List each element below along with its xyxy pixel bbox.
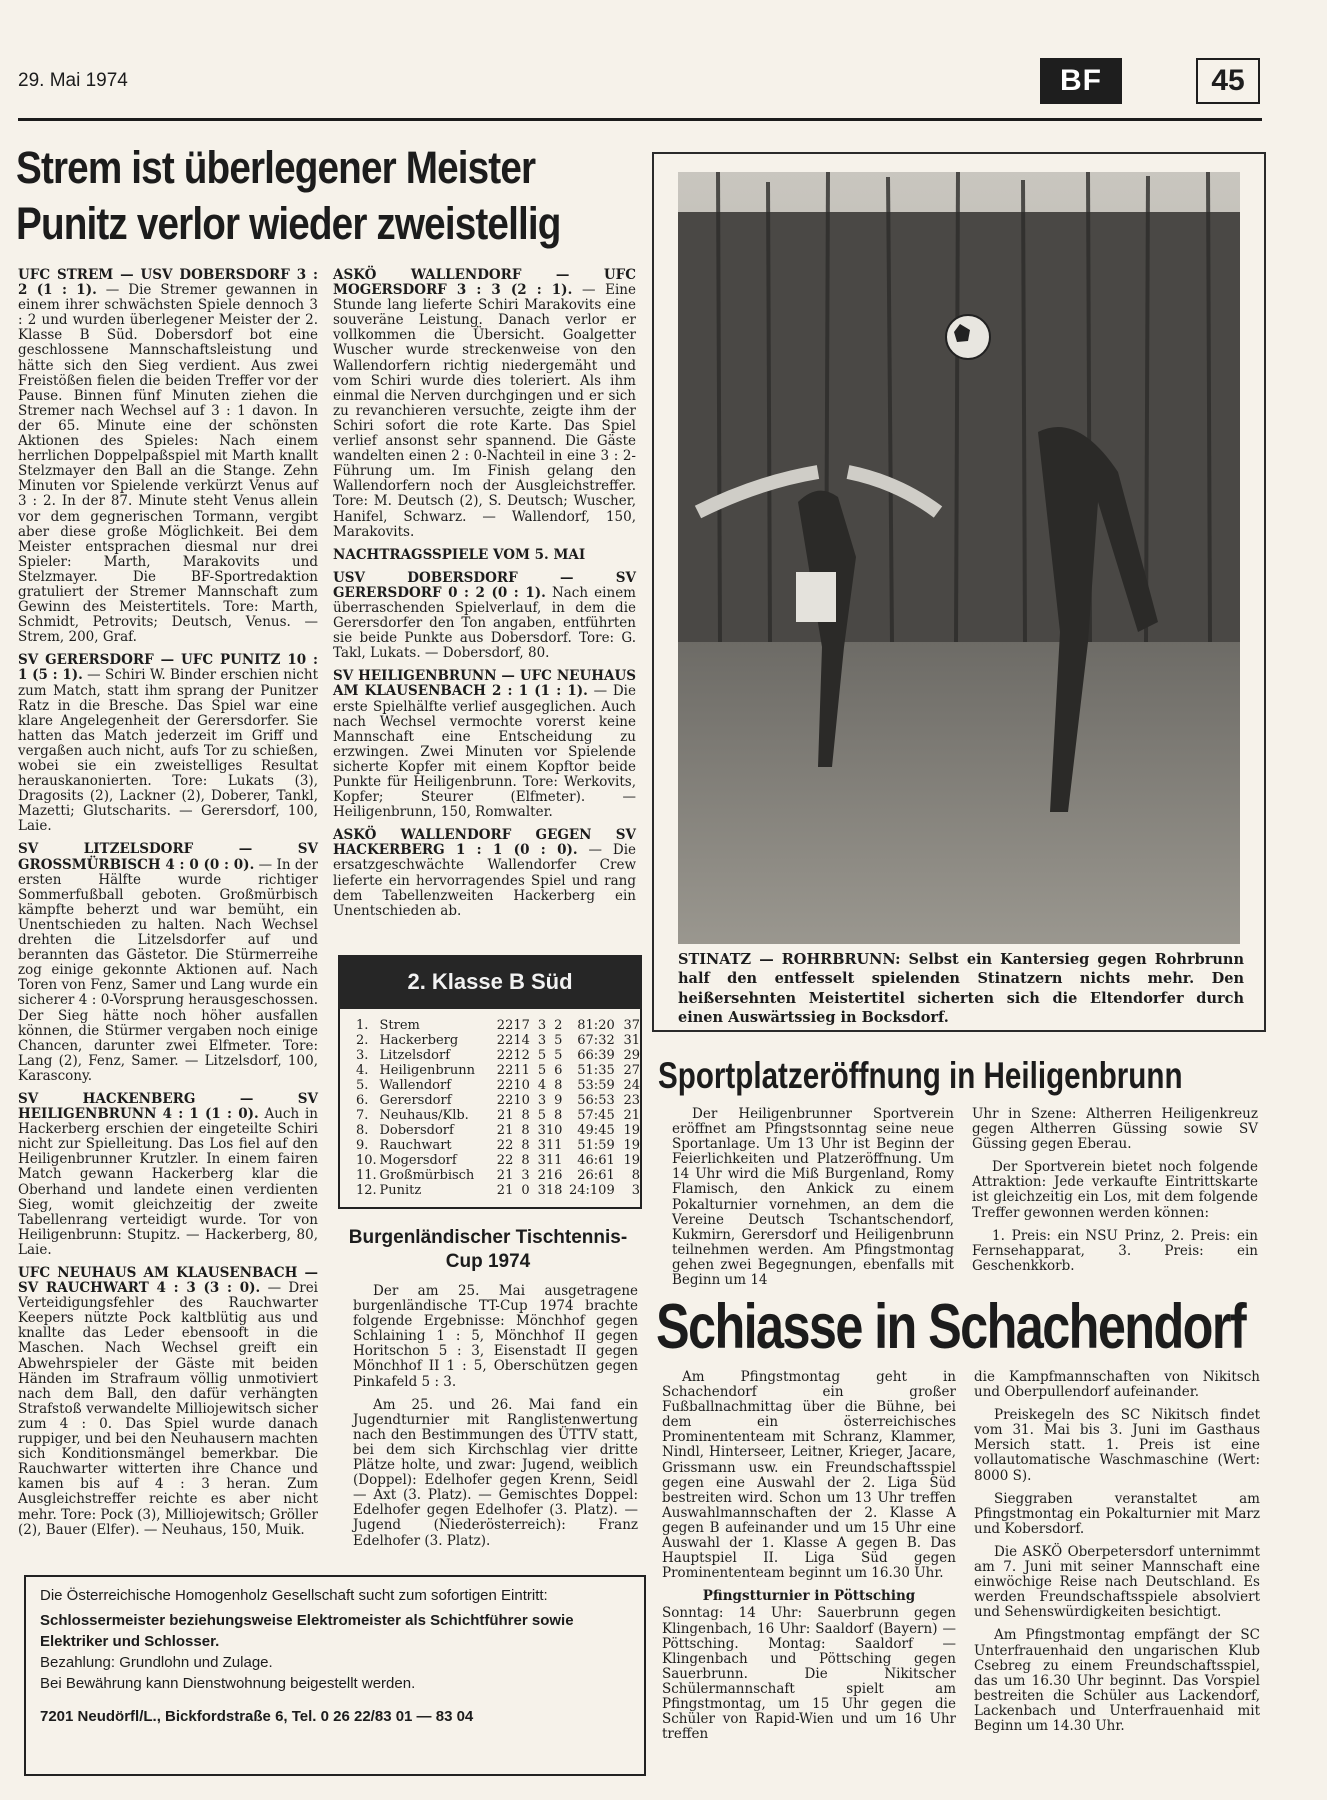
table-cell: 21 xyxy=(496,1183,514,1198)
table-cell: Rauchwart xyxy=(379,1138,452,1153)
table-cell: 3 xyxy=(537,1153,546,1168)
table-cell: 9 xyxy=(554,1093,563,1108)
ad-line: Schlossermeister beziehungsweise Elektromeister als Schichtführer sowie Elektriker und Schlosser. xyxy=(40,1612,574,1650)
table-cell: 7. xyxy=(356,1108,369,1123)
table-cell: 14 xyxy=(513,1033,530,1048)
schachendorf-left xyxy=(662,1370,956,1750)
article-paragraph: UFC STREM — USV DOBERSDORF 3 : 2 (1 : 1). — Die Stremer gewannen in einem ihrer schwächsten Spiele dennoch 3 : 2 und wurden überlegener Meister der 2. Klasse B Süd. Dobersdorf bot eine geschlossene Mannschaftsleistung und hätte sich den Sieg verdient. Aus zwei Freistößen fielen die beiden Treffer vor der Pause. Binnen fünf Minuten ziehen die Stremer nach Wechsel auf 3 : 1 davon. In der 65. Minute eine der schönsten Aktionen des Spieles: Nach einem herrlichen Doppelpaßspiel mit Marth knallt Stelzmayer den Ball an die Stange. Zehn Minuten vor Spielende verkürzt Venus auf 3 : 2. In der 87. Minute steht Venus allein vor dem gegnerischen Tormann, vergibt aber diese große Möglichkeit. Bei dem Meister entsprachen diesmal nur drei Spieler: Marth, Marakovits und Stelzmayer. Die BF-Sportredaktion gratuliert der Stremer Mannschaft zum Gewinn des Meistertitels. Tore: Marth, Schmidt, Petrovits; Deutsch, Venus. — Strem, 200, Graf. xyxy=(18,267,318,646)
article-paragraph: SV GERERSDORF — UFC PUNITZ 10 : 1 (5 : 1). — Schiri W. Binder erschien nicht zum Match, statt ihm sprang der Punitzer Ratz in die Bresche. Das Spiel war eine klare Angelegenheit der Gerersdorfer. Sie hatten das Match jederzeit im Griff und vergaßen auch nicht, aufs Tor zu schießen, wobei sie ein zweistelliges Resultat herauskanonierten. Tore: Lukats (3), Dragosits (2), Lackner (2), Doberer, Tankl, Mazetti; Glutscharits. — Gerersdorf, 100, Laie. xyxy=(18,652,318,835)
job-ad xyxy=(40,1585,630,1727)
table-cell: 2 xyxy=(537,1168,546,1183)
issue-date: 29. Mai 1974 xyxy=(18,70,128,91)
article-paragraph: Der Heiligenbrunner Sportverein eröffnet am Pfingstsonntag seine neue Sportanlage. Um 13 Uhr ist Beginn der Feierlichkeiten und Platzeröffnung. Um 14 Uhr wird die Miß Burgenland, Romy Flamisch, den Ankick zu einem Pokalturnier vornehmen, an dem die Vereine Deutsch Tschantschendorf, Kukmirn, Gerersdorf und Heiligenbrunn teilnehmen werden. Am Pfingstmontag gehen zwei Begegnungen, ebenfalls mit Beginn um 14 xyxy=(672,1106,954,1289)
table-cell: 21 xyxy=(496,1123,514,1138)
football-photo xyxy=(678,172,1240,944)
table-cell: 11 xyxy=(545,1153,563,1168)
table-row xyxy=(356,1153,640,1168)
table-cell: 4. xyxy=(356,1063,369,1078)
table-cell: Heiligenbrunn xyxy=(379,1063,476,1078)
article-paragraph: Am Pfingstmontag geht in Schachendorf ein großer Fußballnachmittag über die Bühne, bei dem ein österreichisches Prominententeam mit Schranz, Klammer, Nindl, Hinterseer, Leitner, Krieger, Jacare, Grissmann usw. ein Freundschaftsspiel gegen eine Auswahl der 2. Liga Süd bestreiten wird. Schon um 13 Uhr treffen Auswahlmannschaften der 2. Klasse A gegen B aufeinander und um 15 Uhr eine Auswahl der 1. Klasse A gegen B. Das Hauptspiel II. Liga Süd gegen Prominententeam beginnt um 16.30 Uhr. xyxy=(662,1369,956,1582)
table-cell: 2 xyxy=(554,1018,563,1033)
column-2 xyxy=(333,268,636,927)
table-cell: 0 xyxy=(521,1183,530,1198)
table-cell: 11 xyxy=(513,1063,530,1078)
article-paragraph: die Kampfmannschaften von Nikitsch und Oberpullendorf aufeinander. xyxy=(974,1369,1260,1401)
table-row xyxy=(356,1018,640,1033)
sportplatz-left xyxy=(672,1107,954,1296)
table-cell: 22 xyxy=(496,1033,514,1048)
column-1 xyxy=(18,268,318,1546)
schachendorf-headline: Schiasse in Schachendorf xyxy=(656,1292,1246,1362)
table-row xyxy=(356,1048,640,1063)
table-row xyxy=(356,1033,640,1048)
table-cell: 56:53 xyxy=(577,1093,615,1108)
table-cell: 3 xyxy=(537,1033,547,1048)
paper-logo: BF xyxy=(1040,58,1122,104)
table-cell: 9. xyxy=(356,1138,369,1153)
page-number: 45 xyxy=(1196,58,1260,104)
table-row xyxy=(356,1093,640,1108)
article-subhead: Pfingstturnier in Pöttsching xyxy=(702,1588,916,1605)
table-cell: 5. xyxy=(356,1078,369,1093)
table-cell: 3 xyxy=(537,1018,547,1033)
article-paragraph: USV DOBERSDORF — SV GERERSDORF 0 : 2 (0 : 1). Nach einem überraschenden Spielverlauf, in dem die Gerersdorfer den Ton angaben, entführten sie beide Punkte aus Dobersdorf. Tore: G. Takl, Lukats. — Dobersdorf, 80. xyxy=(333,569,636,662)
table-cell: 5 xyxy=(537,1063,547,1078)
table-cell: 49:45 xyxy=(577,1123,615,1138)
table-cell: 3 xyxy=(631,1183,640,1198)
table-cell: 3 xyxy=(537,1123,546,1138)
table-cell: 8 xyxy=(554,1108,563,1123)
table-cell: Dobersdorf xyxy=(379,1123,454,1138)
table-cell: 19 xyxy=(623,1138,640,1153)
ad-line: Bei Bewährung kann Dienstwohnung beigestellt werden. xyxy=(40,1675,416,1692)
table-cell: 53:59 xyxy=(577,1078,615,1093)
table-cell: 21 xyxy=(623,1108,641,1123)
table-row xyxy=(356,1108,640,1123)
article-paragraph: Sieggraben veranstaltet am Pfingstmontag ein Pokalturnier mit Marz und Kobersdorf. xyxy=(974,1490,1260,1537)
article-paragraph: 1. Preis: ein NSU Prinz, 2. Preis: ein Fernsehapparat, 3. Preis: ein Geschenkkorb. xyxy=(972,1227,1258,1274)
table-cell: 66:39 xyxy=(577,1048,615,1063)
table-cell: 5 xyxy=(537,1048,547,1063)
table-cell: 22 xyxy=(496,1093,514,1108)
table-cell: 10. xyxy=(356,1153,377,1168)
table-cell: 10 xyxy=(513,1093,530,1108)
table-cell: 12 xyxy=(513,1048,530,1063)
article-paragraph: Am 25. und 26. Mai fand ein Jugendturnier mit Ranglistenwertung nach den Bestimmungen des ÜTTV statt, bei dem sich Kirchschlag vier dritte Plätze holte, und zwar: Jugend, weiblich (Doppel): Edelhofer gegen Krenn, Seidl — Axt (3. Platz). — Gemischtes Doppel: Edelhofer gegen Edelhofer (3. Platz). — Jugend (Niederösterreich): Franz Edelhofer (3. Platz). xyxy=(353,1396,638,1549)
header-rule xyxy=(18,118,1262,121)
table-cell: 16 xyxy=(545,1168,563,1183)
table-cell: 3 xyxy=(537,1183,546,1198)
table-cell: 8. xyxy=(356,1123,369,1138)
table-cell: 24 xyxy=(623,1078,640,1093)
table-cell: 3 xyxy=(537,1138,546,1153)
table-cell: 57:45 xyxy=(577,1108,615,1123)
tischtennis-article xyxy=(353,1284,638,1557)
table-cell: 37 xyxy=(623,1018,640,1033)
table-cell: Punitz xyxy=(379,1183,422,1198)
table-cell: 22 xyxy=(496,1138,514,1153)
table-cell: Strem xyxy=(379,1018,420,1033)
table-row xyxy=(356,1138,640,1153)
article-paragraph: SV HEILIGENBRUNN — UFC NEUHAUS AM KLAUSENBACH 2 : 1 (1 : 1). — Die erste Spielhälfte verlief ausgeglichen. Auch nach Wechsel vermochte vorerst keine Mannschaft eine Entscheidung zu erzwingen. Zwei Minuten vor Spielende sicherte Kopfer mit einem Kopftor beide Punkte für Heiligenbrunn. Tore: Werkovits, Kopfer; Steurer (Elfmeter). — Heiligenbrunn, 150, Romwalter. xyxy=(333,668,636,821)
main-headline-line1: Strem ist überlegener Meister xyxy=(16,142,536,193)
table-row xyxy=(356,1123,640,1138)
main-headline-line2: Punitz verlor wieder zweistellig xyxy=(16,198,561,249)
sportplatz-right xyxy=(972,1107,1258,1282)
article-paragraph: Die ASKÖ Oberpetersdorf unternimmt am 7. Juni mit seiner Mannschaft eine einwöchige Reise nach Deutschland. Es werden Freundschaftsspiele absolviert und Sehenswürdigkeiten besichtigt. xyxy=(974,1543,1260,1621)
article-paragraph: SV HACKENBERG — SV HEILIGENBRUNN 4 : 1 (1 : 0). Auch in Hackerberg erschien der eingeteilte Schiri nicht zur Spielleitung. Das Los fiel auf den Heiligenbrunner Krutzler. In einem fairen Match gewann Hackerberg klar die Oberhand und landete einen verdienten Sieg, womit gleichzeitig der zweite Tabellenrang verteidigt wurde. Tor von Heiligenbrunn: Stupitz. — Hackerberg, 80, Laie. xyxy=(18,1090,319,1258)
table-cell: 12. xyxy=(356,1183,377,1198)
table-cell: 51:35 xyxy=(577,1063,615,1078)
table-cell: 22 xyxy=(496,1078,514,1093)
sportplatz-headline: Sportplatzeröffnung in Heiligenbrunn xyxy=(658,1055,1183,1096)
table-cell: 31 xyxy=(623,1033,640,1048)
table-cell: 19 xyxy=(623,1123,640,1138)
table-cell: 51:59 xyxy=(577,1138,615,1153)
table-cell: 11. xyxy=(356,1168,377,1183)
table-cell: 11 xyxy=(545,1138,563,1153)
table-cell: Neuhaus/Klb. xyxy=(379,1108,469,1123)
table-cell: 8 xyxy=(554,1078,563,1093)
table-cell: 4 xyxy=(537,1078,547,1093)
table-cell: 5 xyxy=(554,1048,563,1063)
table-cell: 81:20 xyxy=(577,1018,615,1033)
table-cell: 8 xyxy=(521,1138,530,1153)
table-cell: 19 xyxy=(623,1153,640,1168)
table-cell: 46:61 xyxy=(577,1153,615,1168)
table-cell: 8 xyxy=(521,1153,530,1168)
table-row xyxy=(356,1183,640,1198)
table-cell: 23 xyxy=(623,1093,640,1108)
article-paragraph: ASKÖ WALLENDORF GEGEN SV HACKERBERG 1 : 1 (0 : 0). — Die ersatzgeschwächte Wallendorfer Crew lieferte ein hervorragendes Spiel und rang dem Tabellenzweiten Hackerberg ein Unentschieden ab. xyxy=(333,827,636,919)
article-paragraph: Am Pfingstmontag empfängt der SC Unterfrauenhaid den ungarischen Klub Csebreg zu einem Freundschaftsspiel, das um 16.30 Uhr beginnt. Das Vorspiel bestreiten die Schüler aus Lackendorf, Lackenbach und Unterfrauenhaid mit Beginn um 14.30 Uhr. xyxy=(974,1627,1260,1734)
table-cell: 18 xyxy=(545,1183,563,1198)
tischtennis-title: Burgenländischer Tischtennis- Cup 1974 xyxy=(348,1227,628,1272)
table-cell: Hackerberg xyxy=(379,1033,459,1048)
table-cell: 27 xyxy=(623,1063,640,1078)
table-cell: 5 xyxy=(537,1108,547,1123)
table-cell: 3 xyxy=(537,1093,547,1108)
table-cell: 10 xyxy=(545,1123,563,1138)
table-cell: Gerersdorf xyxy=(379,1093,452,1108)
table-cell: 22 xyxy=(496,1018,514,1033)
table-cell: 21 xyxy=(496,1168,514,1183)
article-paragraph: ASKÖ WALLENDORF — UFC MOGERSDORF 3 : 3 (2 : 1). — Eine Stunde lang lieferte Schiri Marakovits eine souveräne Leistung. Danach verlor er vollkommen die Übersicht. Goalgetter Wuscher wurde streckenweise von den Wallendorfern richtig niedergemäht und vom Schiri wurde dies toleriert. Als ihm einmal die Nerven durchgingen und er sich zu revanchieren versuchte, zeigte ihm der Schiri sofort die rote Karte. Das Spiel verlief ansonst sehr spannend. Die Gäste wandelten einen 2 : 0-Nachteil in eine 3 : 2-Führung um. Im Finish gelang den Wallendorfern noch der Ausgleichstreffer. Tore: M. Deutsch (2), S. Deutsch; Wuscher, Hanifel, Schwarz. — Wallendorf, 150, Marakovits. xyxy=(333,267,636,540)
table-cell: 6. xyxy=(356,1093,369,1108)
table-cell: 22 xyxy=(496,1048,514,1063)
article-paragraph: Der Sportverein bietet noch folgende Attraktion: Jede verkaufte Eintrittskarte ist gleichzeitig ein Los, mit dem folgende Treffer gewonnen werden können: xyxy=(972,1159,1258,1221)
main-headline xyxy=(16,140,561,252)
table-cell: 8 xyxy=(521,1108,530,1123)
table-cell: 22 xyxy=(496,1153,514,1168)
table-row xyxy=(356,1063,640,1078)
table-cell: 22 xyxy=(496,1063,514,1078)
table-cell: 6 xyxy=(554,1063,563,1078)
schachendorf-right xyxy=(974,1370,1260,1742)
table-cell: 1. xyxy=(356,1018,369,1033)
table-cell: 17 xyxy=(513,1018,530,1033)
article-paragraph: Uhr in Szene: Altherren Heiligenkreuz gegen Altherren Güssing sowie SV Güssing gegen Eberau. xyxy=(972,1106,1258,1153)
table-cell: 3. xyxy=(356,1048,369,1063)
table-cell: 29 xyxy=(623,1048,640,1063)
league-table xyxy=(356,1018,640,1198)
table-cell: Großmürbisch xyxy=(379,1168,475,1183)
section-subhead: NACHTRAGSSPIELE VOM 5. MAI xyxy=(333,546,586,563)
article-paragraph: Sonntag: 14 Uhr: Sauerbrunn gegen Klingenbach, 16 Uhr: Saaldorf (Bayern) — Pöttsching. Montag: Saaldorf — Klingenbach und Pöttsching gegen Sauerbrunn. Die Nikitscher Schülermannschaft spielt am Pfingstmontag, um 15 Uhr gegen die Schüler von Rapid-Wien und um 16 Uhr treffen xyxy=(662,1605,956,1743)
ad-line: Die Österreichische Homogenholz Gesellschaft sucht zum sofortigen Eintritt: xyxy=(40,1587,548,1604)
photo-caption: STINATZ — ROHRBRUNN: Selbst ein Kantersieg gegen Rohrbrunn half den entfesselt spielenden Stinatzern nichts mehr. Den heißersehnten Meistertitel sicherten sich die Eltendorfer durch einen Auswärtssieg in Bocksdorf. xyxy=(678,951,1244,1027)
table-cell: 8 xyxy=(631,1168,640,1183)
ad-line: Bezahlung: Grundlohn und Zulage. xyxy=(40,1654,273,1671)
table-cell: 10 xyxy=(513,1078,530,1093)
table-row xyxy=(356,1078,640,1093)
table-row xyxy=(356,1168,640,1183)
article-paragraph: SV LITZELSDORF — SV GROSSMÜRBISCH 4 : 0 (0 : 0). — In der ersten Hälfte wurde richtiger Sommerfußball geboten. Großmürbisch kämpfte beherzt und war bemüht, ein Unentschieden zu halten. Nach Wechsel drehten die Litzelsdorfer auf und berannten das Gästetor. Die Stürmerreihe zog einige gekonnte Aktionen auf. Nach Toren von Fenz, Samer und Lang wurde ein sicherer 4 : 0-Vorsprung herausgeschossen. Der Sieg hätte noch höher ausfallen können, die Stürmer vergaben noch einige Chancen, darunter zwei Elfmeter. Tore: Lang (2), Fenz, Samer. — Litzelsdorf, 100, Karascony. xyxy=(18,841,318,1084)
table-cell: Litzelsdorf xyxy=(379,1048,451,1063)
table-cell: 67:32 xyxy=(577,1033,615,1048)
table-cell: Mogersdorf xyxy=(379,1153,457,1168)
table-cell: 5 xyxy=(554,1033,563,1048)
table-cell: 26:61 xyxy=(577,1168,615,1183)
article-paragraph: UFC NEUHAUS AM KLAUSENBACH — SV RAUCHWART 4 : 3 (3 : 0). — Drei Verteidigungsfehler des Rauchwarter Keepers nützte Pock kaltblütig aus und knallte das Leder ebensooft in die Maschen. Nach Wechsel greift ein Abwehrspieler der Gäste mit beiden Händen im Strafraum völlig unmotiviert nach dem Ball, den dafür verhängten Strafstoß verwandelte Milliojewitsch sicher zum 4 : 0. Das Spiel wurde danach ruppiger, und bei den Neuhausern machten sich Konditionsmängel bemerkbar. Die Rauchwarter witterten ihre Chance und kamen bis auf 4 : 3 heran. Zum Ausgleichstreffer reichte es aber nicht mehr. Tore: Pock (3), Milliojewitsch; Gröller (2), Bauer (Elfer). — Neuhaus, 150, Muik. xyxy=(18,1265,318,1538)
article-paragraph: Preiskegeln des SC Nikitsch findet vom 31. Mai bis 3. Juni im Gasthaus Mersich statt. 1. Preis ist eine vollautomatische Waschmaschine (Wert: 8000 S). xyxy=(974,1407,1260,1484)
league-table-title: 2. Klasse B Süd xyxy=(338,955,642,1009)
ad-address: 7201 Neudörfl/L., Bickfordstraße 6, Tel. 0 26 22/83 01 — 83 04 xyxy=(40,1708,474,1725)
table-cell: 21 xyxy=(496,1108,514,1123)
table-cell: Wallendorf xyxy=(379,1078,452,1093)
table-cell: 2. xyxy=(356,1033,369,1048)
table-cell: 3 xyxy=(521,1168,530,1183)
article-paragraph: Der am 25. Mai ausgetragene burgenländische TT-Cup 1974 brachte folgende Ergebnisse: Mönchhof gegen Schlaining 1 : 5, Mönchhof II gegen Horitschon 5 : 3, Eisenstadt II gegen Mönchhof II 1 : 5, Oberschützen gegen Pinkafeld 5 : 3. xyxy=(353,1283,638,1390)
table-cell: 8 xyxy=(521,1123,530,1138)
table-cell: 24:109 xyxy=(568,1183,615,1198)
